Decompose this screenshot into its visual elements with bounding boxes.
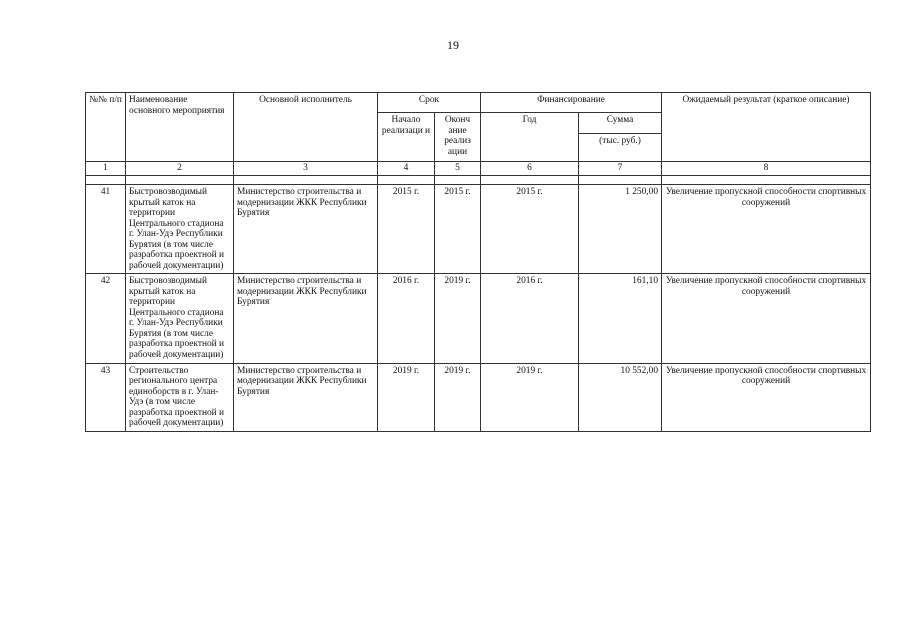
row-year: 2015 г. <box>481 185 579 274</box>
column-number: 7 <box>579 162 662 176</box>
row-result: Увеличение пропускной способности спортивных сооружений <box>662 363 871 431</box>
row-executor: Министерство строительства и модернизации ЖКК Республики Бурятия <box>234 185 378 274</box>
measures-table <box>85 92 871 432</box>
column-number: 2 <box>126 162 234 176</box>
header-executor: Основной исполнитель <box>234 93 378 162</box>
row-result: Увеличение пропускной способности спортивных сооружений <box>662 274 871 363</box>
row-start: 2015 г. <box>378 185 435 274</box>
header-name: Наименование основного мероприятия <box>126 93 234 162</box>
row-result: Увеличение пропускной способности спортивных сооружений <box>662 185 871 274</box>
header-sum-unit: (тыс. руб.) <box>579 134 662 162</box>
table-row <box>86 185 871 274</box>
column-number: 1 <box>86 162 126 176</box>
column-number: 5 <box>435 162 481 176</box>
header-financing: Финансирование <box>481 93 662 113</box>
row-sum: 1 250,00 <box>579 185 662 274</box>
row-name: Строительство регионального центра единоборств в г. Улан-Удэ (в том числе разработка проектной и рабочей документации) <box>126 363 234 431</box>
row-sum: 161,10 <box>579 274 662 363</box>
header-num: №№ п/п <box>86 93 126 162</box>
row-name: Быстровозводимый крытый каток на территории Центрального стадиона г. Улан-Удэ Республики Бурятия (в том числе разработка проектной и рабочей документации) <box>126 274 234 363</box>
row-num: 42 <box>86 274 126 363</box>
row-end: 2019 г. <box>435 274 481 363</box>
column-number: 3 <box>234 162 378 176</box>
row-start: 2016 г. <box>378 274 435 363</box>
header-start: Начало реализаци и <box>378 113 435 162</box>
row-num: 41 <box>86 185 126 274</box>
row-executor: Министерство строительства и модернизации ЖКК Республики Бурятия <box>234 274 378 363</box>
row-num: 43 <box>86 363 126 431</box>
row-name: Быстровозводимый крытый каток на территории Центрального стадиона г. Улан-Удэ Республики Бурятия (в том числе разработка проектной и рабочей документации) <box>126 185 234 274</box>
row-year: 2019 г. <box>481 363 579 431</box>
row-start: 2019 г. <box>378 363 435 431</box>
header-year: Год <box>481 113 579 162</box>
header-term: Срок <box>378 93 481 113</box>
row-executor: Министерство строительства и модернизации ЖКК Республики Бурятия <box>234 363 378 431</box>
row-end: 2019 г. <box>435 363 481 431</box>
row-sum: 10 552,00 <box>579 363 662 431</box>
column-number: 6 <box>481 162 579 176</box>
page-number: 19 <box>447 38 459 52</box>
header-sum: Сумма <box>579 113 662 134</box>
table-row <box>86 274 871 363</box>
column-number: 4 <box>378 162 435 176</box>
header-result: Ожидаемый результат (краткое описание) <box>662 93 871 162</box>
row-end: 2015 г. <box>435 185 481 274</box>
row-year: 2016 г. <box>481 274 579 363</box>
column-number: 8 <box>662 162 871 176</box>
table-row <box>86 363 871 431</box>
header-end: Оконч ание реализ ации <box>435 113 481 162</box>
